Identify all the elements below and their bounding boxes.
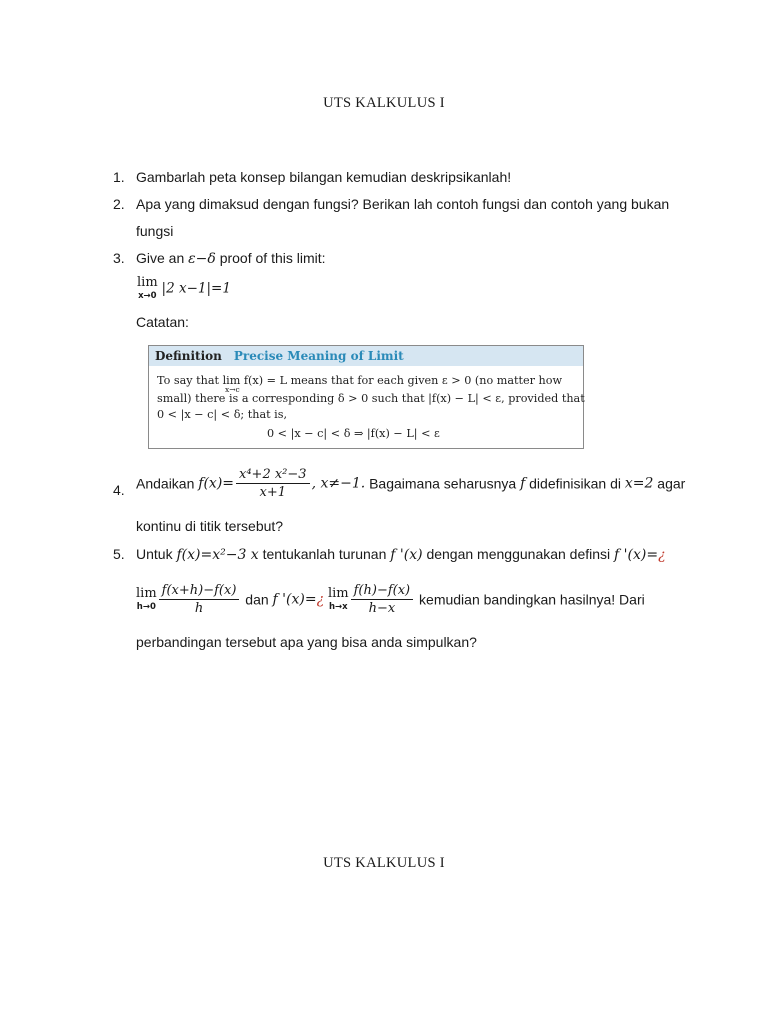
q5-limit-2 — [328, 587, 349, 612]
q4-denominator: x+1 — [259, 485, 287, 500]
q5-fprime: f '(x) — [390, 547, 423, 563]
epsilon-delta: ε−δ — [188, 251, 216, 267]
q4-numerator: x⁴+2 x²−3 — [236, 467, 310, 484]
q1-text: Gambarlah peta konsep bilangan kemudian deskripsikanlah! — [136, 169, 512, 185]
q3-note: Catatan: — [136, 314, 189, 330]
q2-number: 2. — [113, 196, 125, 212]
q3-limit — [137, 276, 231, 301]
q4-line1 — [136, 467, 685, 500]
definition-line-1: To say that lim f(x) = L means that for each given ε > 0 (no matter how — [157, 374, 563, 387]
q5-lead: Untuk — [136, 546, 177, 562]
q5-fraction-1 — [159, 583, 240, 616]
q3-text-before: Give an — [136, 250, 189, 266]
q5-denominator-1: h — [194, 601, 204, 616]
definition-line-4: 0 < |x − c| < δ ⇒ |f(x) − L| < ε — [267, 427, 440, 440]
q5-lim-word-1: lim — [136, 586, 157, 602]
q5-fx: f(x)=x²−3 x — [176, 547, 259, 563]
q3-number: 3. — [113, 250, 125, 266]
q5-line1 — [136, 546, 666, 563]
definition-box — [148, 345, 584, 449]
q5-denominator-2: h−x — [368, 601, 396, 616]
q2-text-line1: Apa yang dimaksud dengan fungsi? Berikan lah contoh fungsi dan contoh yang bukan — [136, 196, 670, 212]
q4-rest3: agar — [653, 475, 686, 492]
q3-text — [136, 250, 326, 267]
q4-fx: f(x)= — [198, 475, 235, 492]
q4-f: f — [520, 475, 526, 492]
q5-numerator-1: f(x+h)−f(x) — [159, 583, 240, 600]
page-title-repeat: UTS KALKULUS I — [323, 855, 445, 871]
q5-limit-1 — [136, 587, 157, 612]
definition-line-2: small) there is a corresponding δ > 0 such that |f(x) − L| < ε, provided that — [157, 392, 585, 405]
q5-mid2: dengan menggunakan definsi — [422, 546, 615, 562]
q5-lim-word-2: lim — [327, 586, 349, 602]
q5-mid: tentukanlah turunan — [258, 546, 391, 562]
q5-line2 — [136, 583, 645, 616]
q5-after: kemudian bandingkan hasilnya! Dari — [415, 591, 645, 608]
q4-lead: Andaikan — [136, 475, 199, 492]
q5-line3: perbandingan tersebut apa yang bisa anda simpulkan? — [136, 634, 477, 650]
q5-lim-sub-2: h→x — [328, 602, 348, 613]
q4-condition: , x≠−1. — [311, 475, 366, 492]
q5-fraction-2 — [351, 583, 414, 616]
lim-subscript: x→0 — [138, 291, 157, 301]
definition-line-1-sub: x→c — [225, 385, 240, 394]
definition-label: Definition — [155, 349, 222, 363]
q5-number: 5. — [113, 546, 125, 562]
q5-placeholder-char-2: ¿ — [316, 591, 325, 608]
q5-fprime2: f '(x)= — [614, 547, 659, 563]
q4-fraction — [236, 467, 310, 500]
definition-header — [149, 346, 583, 366]
lim-word: lim — [137, 275, 158, 290]
q5-dan: dan — [241, 591, 273, 608]
definition-line-3: 0 < |x − c| < δ; that is, — [157, 408, 288, 421]
q5-placeholder-char: ¿ — [658, 547, 666, 563]
definition-title: Precise Meaning of Limit — [233, 349, 404, 363]
q5-fprime3: f '(x)= — [272, 591, 317, 608]
q4-xeq: x=2 — [624, 475, 654, 492]
limit-operator — [137, 276, 158, 301]
q4-number: 4. — [113, 482, 125, 498]
q1-number: 1. — [113, 169, 125, 185]
limit-expression: |2 x−1|=1 — [161, 280, 231, 297]
q4-line2: kontinu di titik tersebut? — [136, 518, 284, 534]
q4-rest: Bagaimana seharusnya — [365, 475, 521, 492]
page-title: UTS KALKULUS I — [323, 95, 445, 111]
q2-text-line2: fungsi — [136, 223, 174, 239]
q5-numerator-2: f(h)−f(x) — [351, 583, 414, 600]
q3-text-after: proof of this limit: — [215, 250, 326, 266]
q5-lim-sub-1: h→0 — [136, 602, 156, 613]
q4-rest2: didefinisikan di — [525, 475, 625, 492]
